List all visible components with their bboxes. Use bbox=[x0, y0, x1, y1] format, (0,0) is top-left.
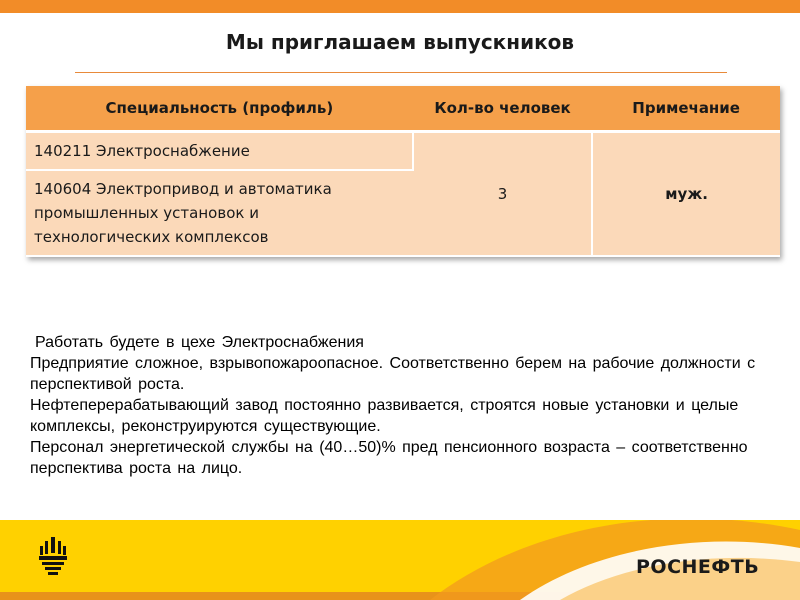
body-paragraph: Работать будете в цехе Электроснабжения bbox=[35, 334, 364, 351]
title-divider bbox=[75, 72, 727, 73]
body-paragraph: Предприятие сложное, взрывопожароопасное. Соответственно берем на рабочие должности с перспективой роста. bbox=[30, 355, 756, 393]
brand-wordmark: РОСНЕФТЬ bbox=[636, 556, 760, 578]
body-text bbox=[30, 332, 770, 479]
table-header-row bbox=[26, 86, 780, 132]
body-paragraph: Персонал энергетической службы на (40…50)% пред пенсионного возраста – соответственно перспектива роста на лицо. bbox=[30, 439, 748, 477]
specialty-cell: 140604 Электропривод и автоматика промышленных установок и технологических комплексов bbox=[26, 170, 413, 256]
count-cell: 3 bbox=[413, 132, 592, 257]
top-stripe bbox=[0, 0, 800, 13]
column-header-count: Кол-во человек bbox=[413, 86, 592, 132]
body-paragraph: Нефтеперерабатывающий завод постоянно развивается, строятся новые установки и целые комплексы, реконструируются существующие. bbox=[30, 397, 739, 435]
specialties-table bbox=[26, 86, 780, 257]
note-cell: муж. bbox=[592, 132, 780, 257]
rosneft-logo-icon bbox=[36, 534, 70, 580]
table-row bbox=[26, 132, 780, 171]
column-header-note: Примечание bbox=[592, 86, 780, 132]
page-title: Мы приглашаем выпускников bbox=[225, 30, 575, 54]
specialty-cell: 140211 Электроснабжение bbox=[26, 132, 413, 171]
column-header-specialty: Специальность (профиль) bbox=[26, 86, 413, 132]
